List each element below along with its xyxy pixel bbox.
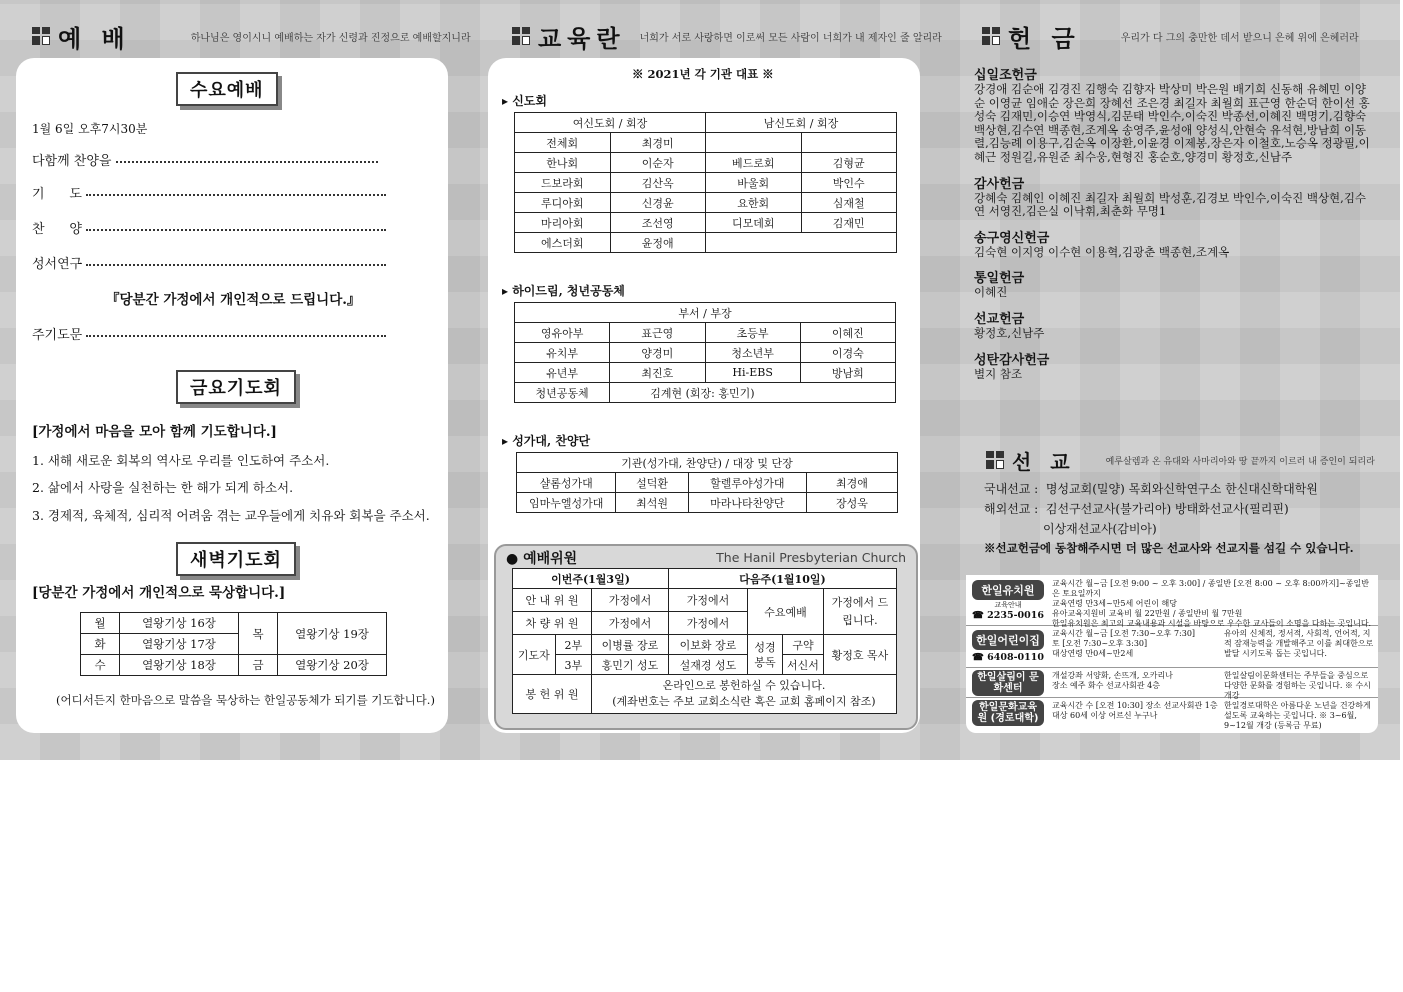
cell: 최진호 xyxy=(610,363,705,383)
ad-phone: ☎ 2235-0016 xyxy=(972,610,1044,621)
cell: 장성욱 xyxy=(806,493,897,513)
worship-title: 예 배 xyxy=(58,24,131,53)
dawn-day: 수 xyxy=(81,655,120,676)
cell: 가정에서 드립니다. xyxy=(823,589,896,635)
ad-text: 교육시간 수 [오전 10:30] 장소 선교사회관 1층 대상 60세 이상 어르신 누구나 xyxy=(1052,701,1218,720)
wednesday-datetime: 1월 6일 오후7시30분 xyxy=(32,122,148,136)
cell: 드보라회 xyxy=(515,173,611,193)
cell: 김산옥 xyxy=(610,173,706,193)
education-panel xyxy=(488,58,920,733)
believers-table xyxy=(514,112,897,253)
cell: 이보화 장로 xyxy=(669,635,748,655)
domestic-mission: 국내선교 : 명성교회(밀양) 목회와신학연구소 한신대신학대학원 xyxy=(984,482,1318,496)
cell: 설덕환 xyxy=(616,473,688,493)
cell: 청소년부 xyxy=(705,343,800,363)
church-name: The Hanil Presbyterian Church xyxy=(716,550,906,565)
ads-panel xyxy=(966,575,1378,733)
order-item: 다함께 찬양을 xyxy=(32,150,378,169)
education-verse: 너희가 서로 사랑하면 이로써 모든 사람이 너희가 내 제자인 줄 알리라 xyxy=(639,32,942,44)
hydream-table xyxy=(514,302,896,403)
offering-group: 선교헌금 황정호,신남주 xyxy=(974,311,1045,340)
dawn-day: 금 xyxy=(239,655,278,676)
dawn-text: 열왕기상 18장 xyxy=(120,655,239,676)
cell: 유년부 xyxy=(515,363,610,383)
cell: 할렐루야성가대 xyxy=(688,473,806,493)
cell: 최경미 xyxy=(610,133,706,153)
mission-title: 선 교 xyxy=(1012,449,1076,474)
ad-text: 개설강좌 서양화, 손뜨개, 오카리나 장소 예주 화수 선교사회관 4층 xyxy=(1052,671,1173,690)
cell: 임마누엘성가대 xyxy=(517,493,616,513)
this-week: 이번주(1월3일) xyxy=(513,569,669,589)
cell: 윤정애 xyxy=(610,233,706,253)
ad-phone: ☎ 6408-0110 xyxy=(972,652,1044,663)
cell: 가정에서 xyxy=(669,612,748,635)
cell: 가정에서 xyxy=(669,589,748,612)
prayer-item: 1. 새해 새로운 회복의 역사로 우리를 인도하여 주소서. xyxy=(32,453,330,468)
overseas-mission: 해외선교 : 김선구선교사(불가리아) 방태화선교사(필리핀) xyxy=(984,502,1289,516)
believers-head-m: 남신도회 / 회장 xyxy=(706,113,897,133)
prayer-item: 3. 경제적, 육체적, 심리적 어려움 겪는 교우들에게 치유와 회복을 주소서. xyxy=(32,508,430,523)
cell: 황정호 목사 xyxy=(823,635,896,675)
cell: 바울회 xyxy=(706,173,802,193)
mission-header xyxy=(986,442,1375,478)
ad-right-text: 한일살림이문화센터는 주부들을 중심으로 다양한 문화를 경험하는 곳입니다. ※ 수시개강 xyxy=(1224,671,1371,700)
order-item: 주기도문 xyxy=(32,324,386,343)
cell: 홍민기 성도 xyxy=(592,655,669,675)
cell: 김계현 (회장: 홍민기) xyxy=(610,383,896,403)
cell: 마리아회 xyxy=(515,213,611,233)
section-hydream: ▸ 하이드림, 청년공동체 xyxy=(502,284,625,298)
committee-table xyxy=(512,568,897,714)
cell: 박인수 xyxy=(801,173,897,193)
friday-heading: [가정에서 마음을 모아 함께 기도합니다.] xyxy=(32,424,277,440)
cell: 김형균 xyxy=(801,153,897,173)
cell: 가정에서 xyxy=(592,589,669,612)
ad-text: 교육시간 월~금 [오전 7:30~오후 7:30] 토 [오전 7:30~오후 3:30] 대상연령 만0세~만2세 xyxy=(1052,629,1196,658)
cell: 샬롬성가대 xyxy=(517,473,616,493)
grid-square-icon xyxy=(982,27,1000,45)
cell: 설재경 성도 xyxy=(669,655,748,675)
worship-header xyxy=(32,18,471,54)
mission-note: ※선교헌금에 동참해주시면 더 많은 선교사와 선교지를 섬길 수 있습니다. xyxy=(984,541,1354,555)
cell: 베드로회 xyxy=(706,153,802,173)
believers-head-f: 여신도회 / 회장 xyxy=(515,113,706,133)
worship-panel xyxy=(16,58,448,733)
cell: 최경애 xyxy=(806,473,897,493)
cell: 이경숙 xyxy=(800,343,895,363)
offering-title: 헌 금 xyxy=(1008,24,1081,53)
cell: 영유아부 xyxy=(515,323,610,343)
offering-group: 감사헌금 강혜숙 김혜인 이혜진 최길자 최월희 박성훈,김경보 박인수,이숙진 백상현,김수연 서영진,김은실 이낙휘,최춘화 무명1 xyxy=(974,176,1367,219)
choir-head: 기관(성가대, 찬양단) / 대장 및 단장 xyxy=(517,453,898,473)
cell: 기도자 xyxy=(513,635,556,675)
order-item: 성서연구 xyxy=(32,253,386,272)
dawn-text: 열왕기상 19장 xyxy=(278,613,387,655)
cell: 봉 헌 위 원 xyxy=(513,675,592,714)
cell: 표근영 xyxy=(610,323,705,343)
dawn-table xyxy=(80,612,387,676)
cell: 조선영 xyxy=(610,213,706,233)
cell: 전체회 xyxy=(515,133,611,153)
ad-daycare xyxy=(966,627,1378,668)
offering-group: 송구영신헌금 김숙현 이지영 이수현 이용혁,김광춘 백종현,조계옥 xyxy=(974,230,1230,259)
grid-square-icon xyxy=(32,27,50,45)
cell xyxy=(801,133,897,153)
grid-square-icon xyxy=(986,451,1004,469)
cell: Hi-EBS xyxy=(705,363,800,383)
section-choir: ▸ 성가대, 찬양단 xyxy=(502,434,591,448)
prayer-item: 2. 삶에서 사랑을 실천하는 한 해가 되게 하소서. xyxy=(32,480,294,495)
cell: 최석원 xyxy=(616,493,688,513)
offering-header xyxy=(982,18,1359,54)
cell: 에스더회 xyxy=(515,233,611,253)
dawn-day: 목 xyxy=(239,613,278,655)
ad-text: 교육시간 월~금 [오전 9:00 ~ 오후 3:00] / 종일반 [오전 8:00 ~ 오후 8:00까지]~종일반은 토요일까지 교육연령 만3세~만5세 어린이 해당 유아교육지원비 교육비 월 22만원 / 종일반비 월 7만원 한일유치원은 최고의 교육내용과 시설을 바탕으로 우수한 교사들이 소명을 다하는 곳입니다. xyxy=(1052,579,1372,628)
cell: 구약 xyxy=(783,635,824,655)
reps-title: ※ 2021년 각 기관 대표 ※ xyxy=(632,67,774,81)
ad-kindergarten xyxy=(966,577,1378,626)
education-header xyxy=(512,18,942,54)
order-item: 찬 양 xyxy=(32,218,386,237)
cell: 초등부 xyxy=(705,323,800,343)
cell xyxy=(706,133,802,153)
ad-name: 한일문화교육원 (경로대학) xyxy=(972,700,1044,726)
cell xyxy=(706,233,897,253)
hydream-head: 부서 / 부장 xyxy=(515,303,896,323)
cell: 신경윤 xyxy=(610,193,706,213)
ad-culture-center xyxy=(966,669,1378,698)
ad-right-text: 유아의 신체적, 정서적, 사회적, 언어적, 지적 잠재능력을 개발해주고 이를 최대한으로 발달 시키도록 돕는 곳입니다. xyxy=(1224,629,1374,658)
cell: 차 량 위 원 xyxy=(513,612,592,635)
ad-name: 한일어린이집 xyxy=(972,630,1044,650)
ad-name: 한일살림이 문화센터 xyxy=(972,670,1044,696)
cell: 수요예배 xyxy=(748,589,824,635)
offering-group: 통일헌금 이혜진 xyxy=(974,271,1025,300)
dawn-text: 열왕기상 20장 xyxy=(278,655,387,676)
education-title: 교육란 xyxy=(538,24,626,53)
cell: 방남희 xyxy=(800,363,895,383)
overseas-mission-2: 이상재선교사(감비아) xyxy=(1043,522,1157,536)
cell: 서신서 xyxy=(783,655,824,675)
mission-verse: 예루살렘과 온 유대와 사마리아와 땅 끝까지 이르러 내 증인이 되리라 xyxy=(1105,456,1375,467)
offering-group: 성탄감사헌금 별지 참조 xyxy=(974,352,1050,381)
cell: 2부 xyxy=(555,635,591,655)
order-item: 기 도 xyxy=(32,183,386,202)
dawn-day: 화 xyxy=(81,634,120,655)
cell: 이순자 xyxy=(610,153,706,173)
cell: 심재철 xyxy=(801,193,897,213)
next-week: 다음주(1월10일) xyxy=(669,569,897,589)
wednesday-notice: 『당분간 가정에서 개인적으로 드립니다.』 xyxy=(106,292,361,308)
cell: 김재민 xyxy=(801,213,897,233)
ad-senior-college xyxy=(966,699,1378,731)
worship-verse: 하나님은 영이시니 예배하는 자가 신령과 진정으로 예배할지니라 xyxy=(190,32,471,44)
cell: 양경미 xyxy=(610,343,705,363)
ad-sub: 교육안내 xyxy=(994,601,1022,609)
cell: 청년공동체 xyxy=(515,383,610,403)
cell: 안 내 위 원 xyxy=(513,589,592,612)
cell: 온라인으로 봉헌하실 수 있습니다. (계좌번호는 주보 교회소식란 혹은 교회 홈페이지 참조) xyxy=(592,675,897,714)
ad-right-text: 한일경로대학은 아름다운 노년을 건강하게 설도록 교육하는 곳입니다. ※ 3~6월, 9~12월 개강 (등록금 무료) xyxy=(1224,701,1371,730)
cell: 루디아회 xyxy=(515,193,611,213)
committee-title: ● 예배위원 xyxy=(506,551,578,567)
committee-box xyxy=(494,544,918,730)
dawn-title: 새벽기도회 xyxy=(176,542,296,576)
section-believers: ▸ 신도회 xyxy=(502,94,547,108)
offering-list xyxy=(974,64,1374,381)
dawn-day: 월 xyxy=(81,613,120,634)
cell: 가정에서 xyxy=(592,612,669,635)
cell: 3부 xyxy=(555,655,591,675)
offering-verse: 우리가 다 그의 충만한 데서 받으니 은혜 위에 은혜러라 xyxy=(1120,32,1359,44)
dawn-text: 열왕기상 17장 xyxy=(120,634,239,655)
cell: 요한회 xyxy=(706,193,802,213)
cell: 마라나타찬양단 xyxy=(688,493,806,513)
friday-title: 금요기도회 xyxy=(176,370,296,404)
cell: 이혜진 xyxy=(800,323,895,343)
cell: 유치부 xyxy=(515,343,610,363)
cell: 한나회 xyxy=(515,153,611,173)
dawn-heading: [당분간 가정에서 개인적으로 묵상합니다.] xyxy=(32,585,286,601)
cell: 디모데회 xyxy=(706,213,802,233)
offering-group: 십일조헌금 강경애 김순애 김경진 김행숙 김향자 박상미 박은원 배기희 신동해 유혜민 이양순 이영균 임애순 장은희 장혜선 조은경 최길자 최월희 표근영 한순덕 한이선 홍성숙 김재민,이승연 박영식,김문태 박인수,이숙진 박종선,이혜진 백명기,김향숙 백상현,김수연 백종현,조계옥 송영주,윤성애 양성식,안현숙 유석현,방남희 이동렬,김능례 이용구,김순옥 이장환,이윤경 이제봉,장은자 이철호,노승옥 정광필,이혜근 정원길,유원준 최수웅,현형진 홍순호,양경미 황정호,신남주 xyxy=(974,68,1370,164)
cell: 이병률 장로 xyxy=(592,635,669,655)
dawn-footer: (어디서든지 한마음으로 말씀을 묵상하는 한일공동체가 되기를 기도합니다.) xyxy=(56,693,435,707)
dawn-text: 열왕기상 16장 xyxy=(120,613,239,634)
cell: 성경 봉독 xyxy=(748,635,783,675)
wednesday-title: 수요예배 xyxy=(176,72,278,106)
grid-square-icon xyxy=(512,27,530,45)
choir-table xyxy=(516,452,898,513)
ad-name: 한일유치원 xyxy=(972,580,1044,600)
